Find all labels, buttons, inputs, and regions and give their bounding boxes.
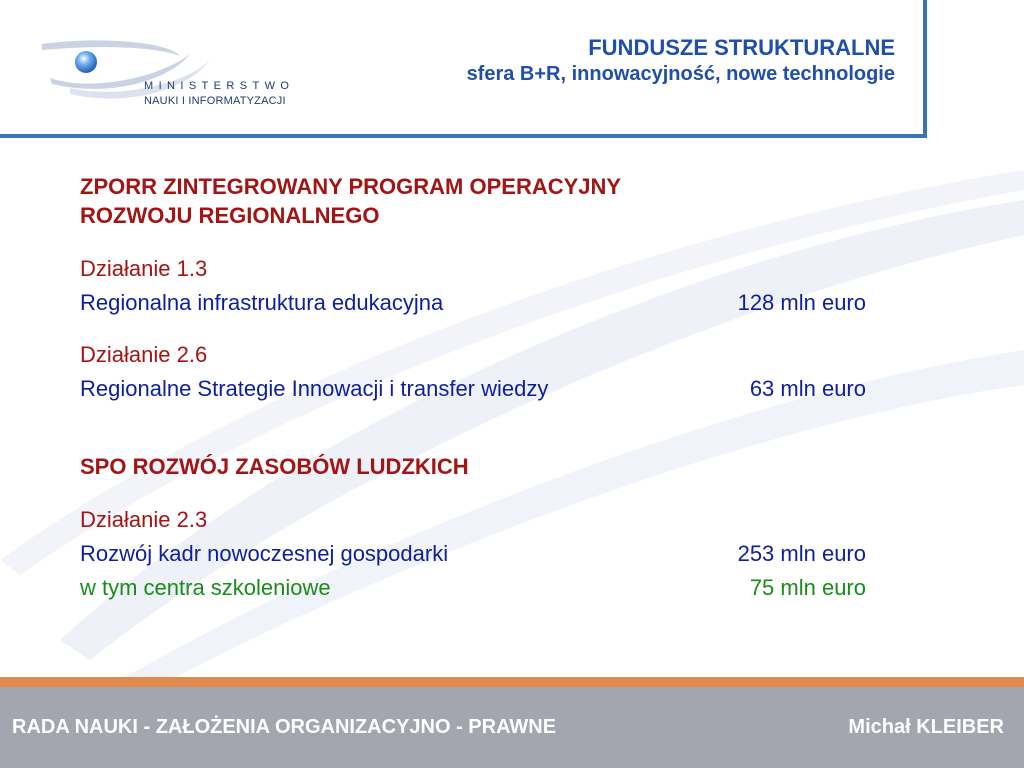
slide-content (80, 172, 866, 605)
funding-row-value: 63 mln euro (749, 376, 866, 401)
measure-1-3: Działanie 1.3 (80, 256, 208, 281)
funding-row (80, 372, 866, 406)
funding-row (80, 286, 866, 320)
funding-row-value: 128 mln euro (737, 290, 866, 315)
section1-title (80, 172, 866, 230)
measure-label (80, 252, 866, 286)
footer-bar (0, 687, 1024, 768)
header-panel (0, 0, 927, 138)
measure-2-6: Działanie 2.6 (80, 342, 208, 367)
funding-row-label: w tym centra szkoleniowe (80, 575, 331, 600)
funding-row-label: Regionalna infrastruktura edukacyjna (80, 290, 444, 315)
footer-author: Michał KLEIBER (848, 716, 1004, 738)
slide-title: FUNDUSZE STRUKTURALNE (588, 35, 895, 60)
footer-accent-bar (0, 677, 1024, 687)
measure-2-3: Działanie 2.3 (80, 507, 208, 532)
section1-title-line1: ZPORR ZINTEGROWANY PROGRAM OPERACYJNY (80, 174, 622, 199)
funding-row-label: Rozwój kadr nowoczesnej gospodarki (80, 541, 449, 566)
slide-title-block (467, 35, 895, 87)
logo-text-line2: NAUKI I INFORMATYZACJI (144, 95, 286, 107)
ministry-logo (40, 38, 330, 118)
section2-title: SPO ROZWÓJ ZASOBÓW LUDZKICH (80, 454, 469, 479)
funding-row-label: Regionalne Strategie Innowacji i transfer wiedzy (80, 376, 549, 401)
footer-title: RADA NAUKI - ZAŁOŻENIA ORGANIZACYJNO - PRAWNE (12, 716, 557, 738)
funding-row-value: 75 mln euro (749, 575, 866, 600)
logo-text-line1: MINISTERSTWO (144, 80, 295, 92)
measure-label (80, 338, 866, 372)
section1-title-line2: ROZWOJU REGIONALNEGO (80, 203, 380, 228)
measure-label (80, 503, 866, 537)
funding-row-value: 253 mln euro (737, 541, 866, 566)
funding-row (80, 537, 866, 571)
slide-subtitle: sfera B+R, innowacyjność, nowe technologie (466, 63, 895, 85)
funding-row (80, 571, 866, 605)
